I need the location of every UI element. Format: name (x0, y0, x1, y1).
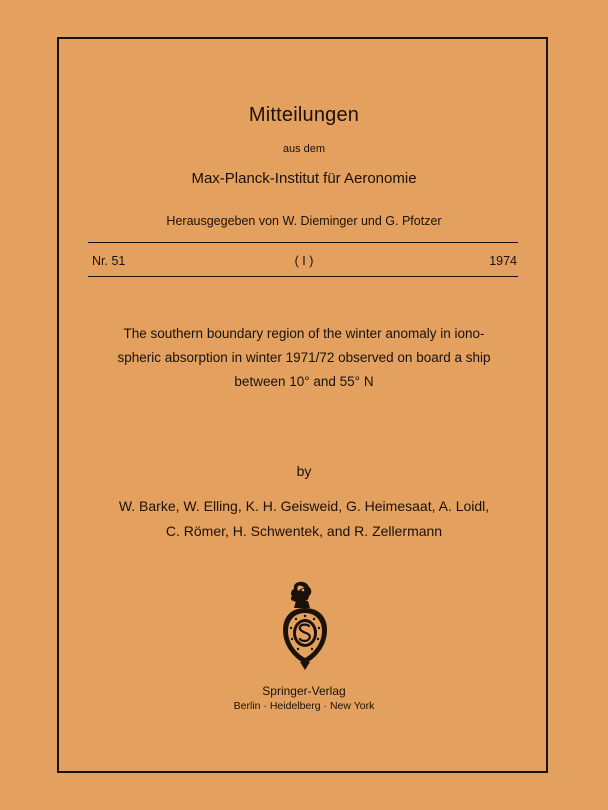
authors-line-1: W. Barke, W. Elling, K. H. Geisweid, G. Heimesaat, A. Loidl, (118, 498, 490, 514)
by-label: by (296, 463, 312, 479)
issue-year: 1974 (489, 254, 517, 268)
authors-line-2: C. Römer, H. Schwentek, and R. Zellermann (165, 523, 443, 539)
issue-part: ( I ) (294, 254, 314, 268)
series-subtitle: aus dem (282, 143, 326, 155)
publisher-place: Berlin · Heidelberg · New York (233, 700, 375, 712)
springer-knight-logo-icon (278, 578, 332, 672)
institute-name: Max-Planck-Institut für Aeronomie (191, 170, 417, 187)
issue-number: Nr. 51 (92, 254, 126, 268)
publisher-name: Springer-Verlag (262, 684, 346, 698)
divider-bottom (88, 276, 518, 277)
editors-line: Herausgegeben von W. Dieminger und G. Pfotzer (166, 214, 442, 228)
paper-title-line-3: between 10° and 55° N (234, 374, 374, 389)
paper-title-line-1: The southern boundary region of the winter anomaly in iono- (123, 326, 485, 341)
series-title: Mitteilungen (248, 104, 360, 126)
divider-top (88, 242, 518, 243)
paper-title-line-2: spheric absorption in winter 1971/72 observed on board a ship (117, 350, 491, 365)
